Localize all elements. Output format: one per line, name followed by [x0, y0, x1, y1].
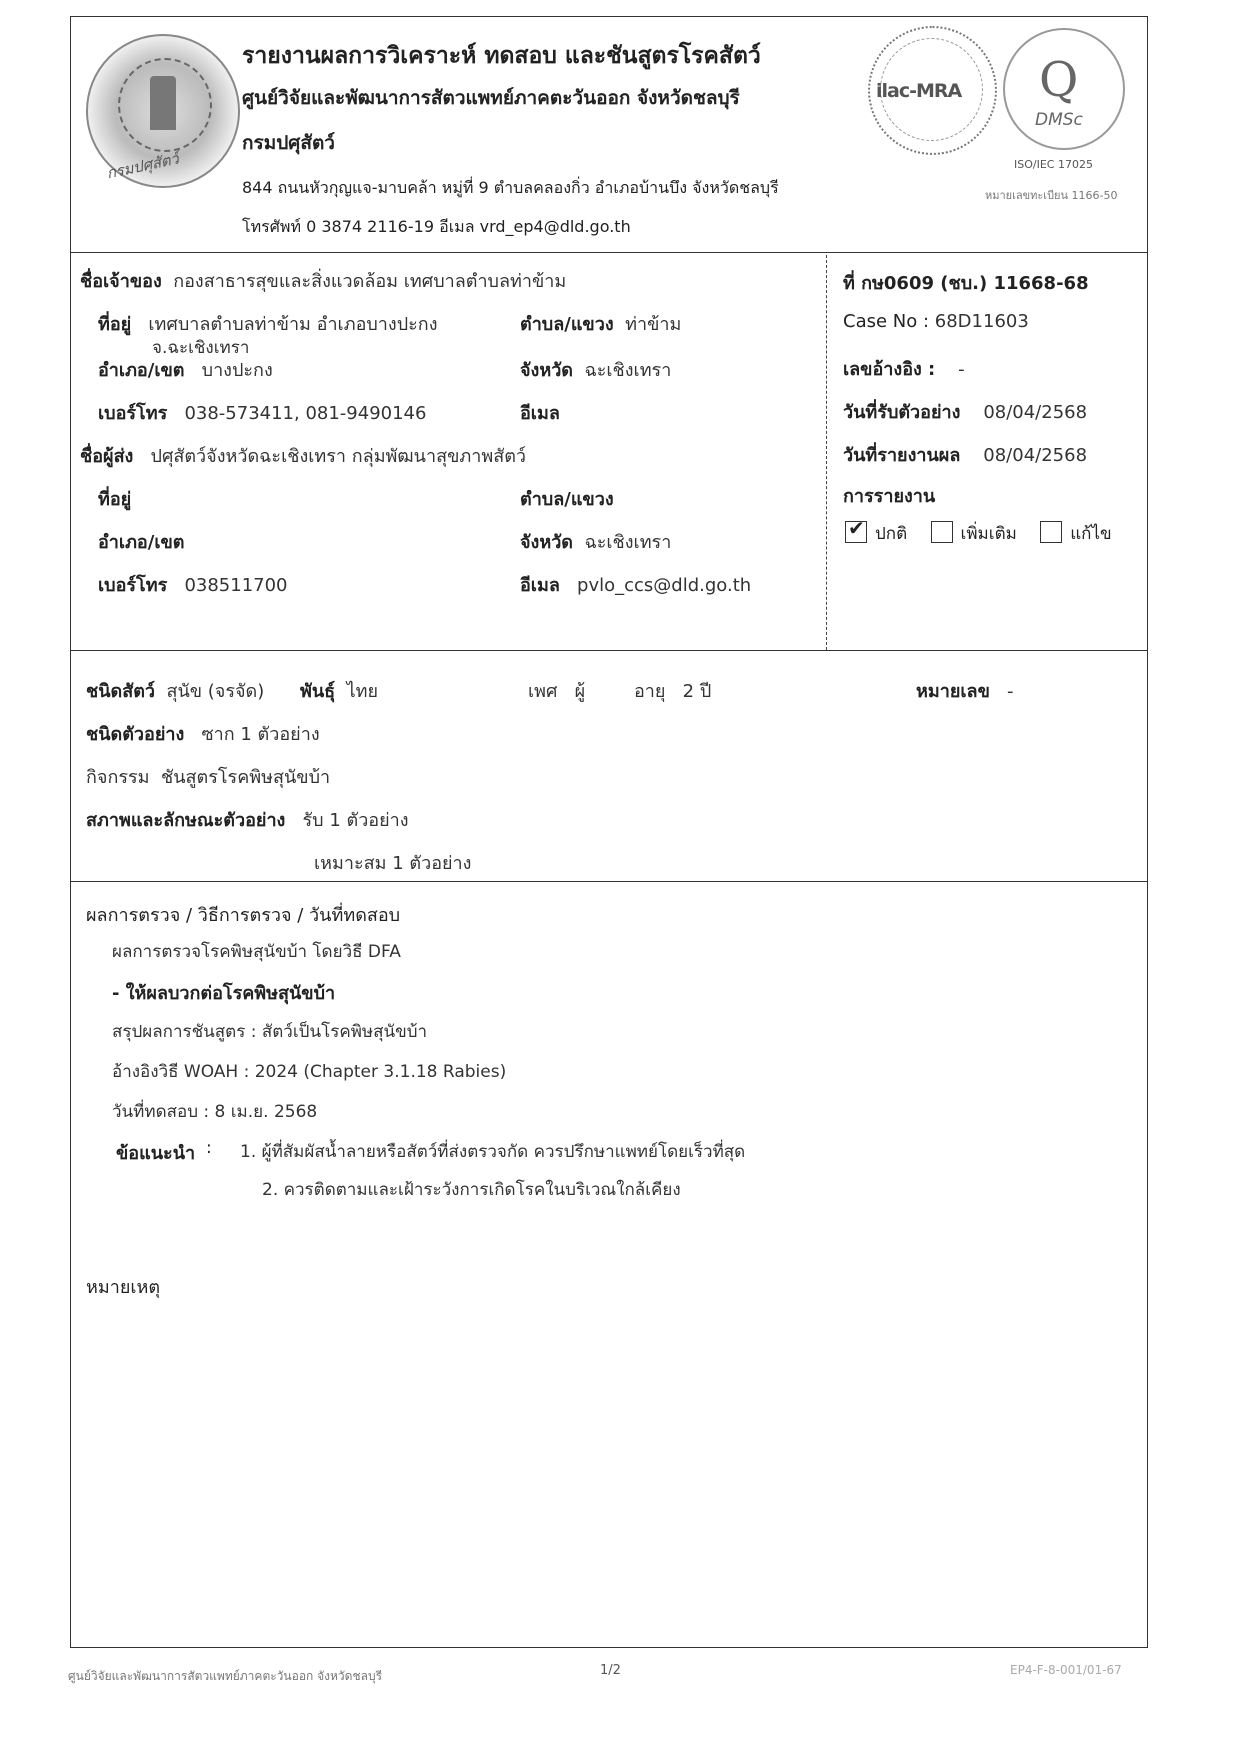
sender-province-label: จังหวัด [520, 532, 573, 553]
ilac-mra-logo [868, 26, 997, 155]
summary-line: สรุปผลการชันสูตร : สัตว์เป็นโรคพิษสุนัขบ้า [112, 1022, 428, 1042]
owner-province: ฉะเชิงเทรา [584, 360, 672, 381]
sample-type-label: ชนิดตัวอย่าง [86, 724, 185, 745]
report-type-label: การรายงาน [843, 486, 936, 507]
species-row [86, 676, 264, 705]
breed: ไทย [346, 681, 379, 702]
reported-date: 08/04/2568 [983, 445, 1088, 466]
form-code: EP4-F-8-001/01-67 [1010, 1663, 1122, 1677]
owner-subdistrict-row [520, 309, 681, 338]
center-address: 844 ถนนหัวกุญแจ-มาบคล้า หมู่ที่ 9 ตำบลคลองกิ่ว อำเภอบ้านบึง จังหวัดชลบุรี [242, 178, 779, 197]
center-contact: โทรศัพท์ 0 3874 2116-19 อีเมล vrd_ep4@dld.go.th [242, 217, 631, 236]
condition-row [86, 805, 409, 834]
ref-row [843, 354, 965, 383]
owner-address-line1: เทศบาลตำบลท่าข้าม อำเภอบางปะกง [148, 314, 438, 335]
condition-suitable: เหมาะสม 1 ตัวอย่าง [314, 853, 472, 874]
sender-phone-row [98, 570, 288, 599]
test-date: วันที่ทดสอบ : 8 เม.ย. 2568 [112, 1102, 318, 1122]
condition-received: รับ 1 ตัวอย่าง [302, 810, 409, 831]
divider-owner [70, 650, 1148, 651]
department-name: กรมปศุสัตว์ [242, 132, 335, 154]
sender-name-row [80, 441, 526, 470]
owner-phone: 038-573411, 081-9490146 [184, 403, 427, 424]
department-seal-logo [86, 34, 240, 188]
owner-address-row [98, 309, 438, 338]
owner-district-label: อำเภอ/เขต [98, 360, 185, 381]
report-type-options [845, 520, 1130, 547]
age-row [634, 676, 711, 705]
owner-district: บางปะกง [201, 360, 273, 381]
report-title: รายงานผลการวิเคราะห์ ทดสอบ และชันสูตรโรคสัตว์ [242, 43, 761, 69]
q-mark-icon: Q [1039, 52, 1079, 108]
remarks-label: หมายเหตุ [86, 1277, 161, 1298]
case-number-label: Case No : [843, 311, 930, 332]
owner-email-label: อีเมล [520, 403, 560, 424]
page-number: 1/2 [600, 1663, 621, 1678]
activity: ชันสูตรโรคพิษสุนัขบ้า [161, 767, 331, 788]
option-normal[interactable]: ✔ปกติ [845, 524, 907, 544]
age-label: อายุ [634, 681, 666, 702]
advice-label: ข้อแนะนำ [116, 1143, 196, 1164]
id-label: หมายเลข [916, 681, 990, 702]
sender-email-row [520, 570, 751, 599]
dmsc-text: DMSc [1035, 110, 1083, 130]
animal-id: - [1007, 681, 1014, 702]
owner-name-label: ชื่อเจ้าของ [80, 271, 162, 292]
sender-district-label: อำเภอ/เขต [98, 532, 185, 553]
sample-type: ซาก 1 ตัวอย่าง [201, 724, 320, 745]
breed-row [300, 676, 378, 705]
received-date: 08/04/2568 [983, 402, 1088, 423]
divider-header [70, 252, 1148, 253]
owner-address-line2: จ.ฉะเชิงเทรา [152, 338, 250, 358]
case-number: 68D11603 [934, 311, 1029, 332]
results-heading: ผลการตรวจ / วิธีการตรวจ / วันที่ทดสอบ [86, 905, 401, 926]
sender-phone-label: เบอร์โทร [98, 575, 168, 596]
breed-label: พันธุ์ [300, 681, 336, 702]
divider-animal [70, 881, 1148, 882]
species-label: ชนิดสัตว์ [86, 681, 155, 702]
advice-colon: : [206, 1138, 212, 1158]
advice-item-2: 2. ควรติดตามและเฝ้าระวังการเกิดโรคในบริเวณใกล้เคียง [262, 1180, 681, 1200]
sender-email-label: อีเมล [520, 575, 560, 596]
advice-item-1: 1. ผู้ที่สัมผัสน้ำลายหรือสัตว์ที่ส่งตรวจกัด ควรปรึกษาแพทย์โดยเร็วที่สุด [240, 1142, 746, 1162]
ilac-text: ilac-MRA [876, 80, 962, 102]
sex: ผู้ [574, 681, 586, 702]
owner-subdistrict: ท่าข้าม [625, 314, 682, 335]
result-line: - ให้ผลบวกต่อโรคพิษสุนัขบ้า [112, 983, 336, 1004]
ref-label: เลขอ้างอิง : [843, 359, 936, 380]
reported-date-label: วันที่รายงานผล [843, 445, 961, 466]
case-number-row [843, 311, 1029, 332]
owner-phone-row [98, 398, 426, 427]
owner-province-label: จังหวัด [520, 360, 573, 381]
id-row [916, 676, 1014, 705]
sender-subdistrict-label: ตำบล/แขวง [520, 489, 614, 510]
reported-date-row [843, 440, 1087, 469]
owner-district-row [98, 355, 273, 384]
sender-address-label: ที่อยู่ [98, 489, 132, 510]
sender-province: ฉะเชิงเทรา [584, 532, 672, 553]
sex-label: เพศ [528, 681, 558, 702]
species: สุนัข (จรจัด) [166, 681, 265, 702]
method-reference: อ้างอิงวิธี WOAH : 2024 (Chapter 3.1.18 Rabies) [112, 1062, 507, 1082]
registration-number: หมายเลขทะเบียน 1166-50 [985, 189, 1118, 202]
ref-value: - [958, 359, 965, 380]
owner-phone-label: เบอร์โทร [98, 403, 168, 424]
activity-row [86, 762, 330, 791]
owner-province-row [520, 355, 671, 384]
condition-label: สภาพและลักษณะตัวอย่าง [86, 810, 286, 831]
divider-vertical [826, 255, 827, 650]
sender-province-row [520, 527, 671, 556]
owner-name-row [80, 266, 566, 295]
option-amend[interactable]: แก้ไข [1040, 524, 1111, 544]
owner-name: กองสาธารสุขและสิ่งแวดล้อม เทศบาลตำบลท่าข้าม [173, 271, 567, 292]
reference-number: ที่ กษ0609 (ชบ.) 11668-68 [843, 273, 1089, 294]
sex-row [528, 676, 585, 705]
sender-name-label: ชื่อผู้ส่ง [80, 446, 134, 467]
option-additional[interactable]: เพิ่มเติม [931, 524, 1017, 544]
sample-type-row [86, 719, 320, 748]
checkbox-icon[interactable] [931, 521, 953, 543]
received-date-row [843, 397, 1087, 426]
iso-text: ISO/IEC 17025 [1014, 158, 1093, 171]
sender-name: ปศุสัตว์จังหวัดฉะเชิงเทรา กลุ่มพัฒนาสุขภาพสัตว์ [150, 446, 527, 467]
checkbox-icon[interactable] [1040, 521, 1062, 543]
owner-subdistrict-label: ตำบล/แขวง [520, 314, 614, 335]
center-name: ศูนย์วิจัยและพัฒนาการสัตวแพทย์ภาคตะวันออก จังหวัดชลบุรี [242, 87, 740, 109]
checkbox-checked-icon[interactable] [845, 521, 867, 543]
test-line: ผลการตรวจโรคพิษสุนัขบ้า โดยวิธี DFA [112, 942, 401, 962]
activity-label: กิจกรรม [86, 767, 150, 788]
received-date-label: วันที่รับตัวอย่าง [843, 402, 961, 423]
sender-email: pvlo_ccs@dld.go.th [577, 575, 752, 596]
owner-email-row [520, 398, 566, 427]
dmsc-logo [1003, 28, 1125, 150]
seal-text: กรมปศุสัตว์ [104, 149, 181, 183]
owner-address-label: ที่อยู่ [98, 314, 132, 335]
age: 2 ปี [682, 681, 712, 702]
footer-center-name: ศูนย์วิจัยและพัฒนาการสัตวแพทย์ภาคตะวันออก จังหวัดชลบุรี [68, 1669, 383, 1683]
sender-phone: 038511700 [184, 575, 288, 596]
